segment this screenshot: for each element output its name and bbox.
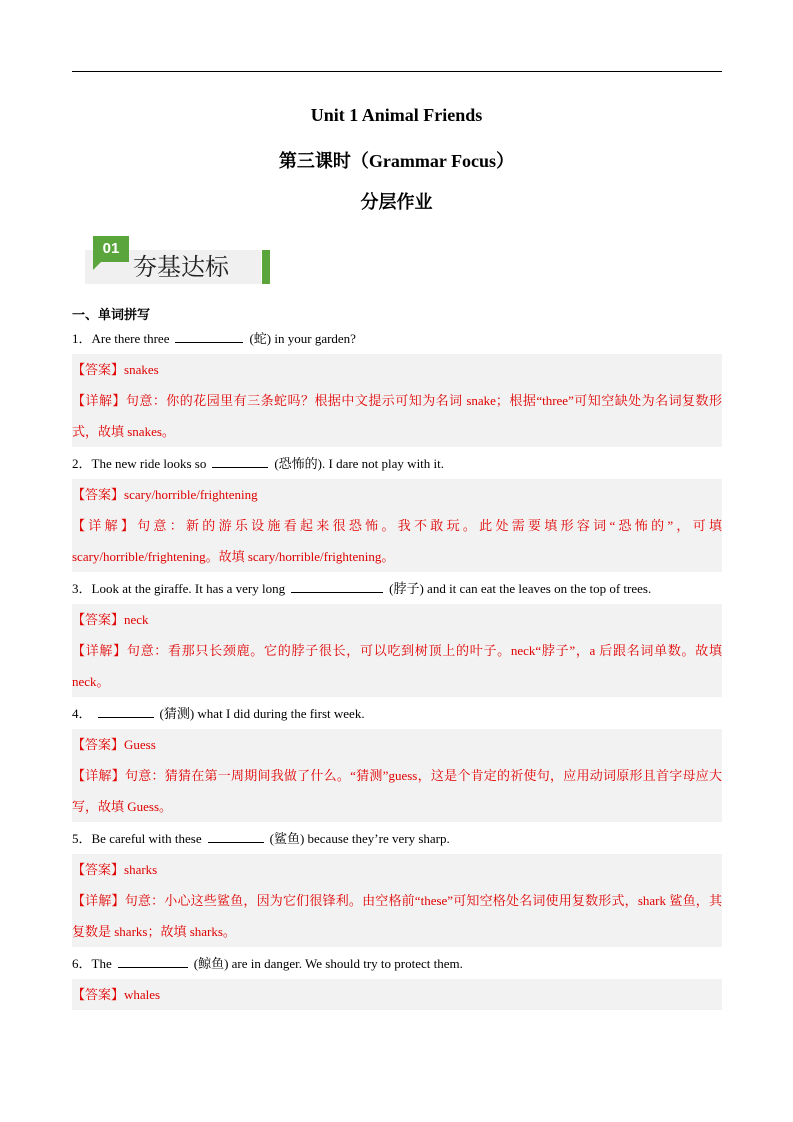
answer-detail: 【详解】句意：你的花园里有三条蛇吗？根据中文提示可知为名词 snake；根据“three”可知空缺处为名词复数形式，故填 snakes。 — [72, 393, 722, 439]
answer-line — [72, 361, 722, 379]
question-text-after: (鲸鱼) are in danger. We should try to protect them. — [193, 956, 463, 971]
question-text-before: Be careful with these — [91, 831, 202, 846]
question-text-before: Are there three — [91, 331, 170, 346]
answer-detail: 【详解】句意：新的游乐设施看起来很恐怖。我不敢玩。此处需要填形容词“恐怖的”，可填 scary/horrible/frightening。故填 scary/horrible/frightening。 — [72, 518, 722, 564]
answer-line — [72, 861, 722, 879]
question-number: 4． — [72, 706, 92, 721]
answer-value: snakes — [124, 362, 159, 377]
answer-blank — [98, 705, 154, 718]
page-title: Unit 1 Animal Friends — [310, 105, 483, 125]
question-text-before: The new ride looks so — [91, 456, 207, 471]
question-number: 1． — [72, 331, 92, 346]
question-text-after: (恐怖的). I dare not play with it. — [274, 456, 445, 471]
answer-value: neck — [124, 612, 149, 627]
answer-detail: 【详解】句意：猜猜在第一周期间我做了什么。“猜测”guess，这是个肯定的祈使句，应用动词原形且首字母应大写，故填 Guess。 — [72, 768, 722, 814]
question-text-after: (鲨鱼) because they’re very sharp. — [269, 831, 450, 846]
question-number: 6． — [72, 956, 92, 971]
answer-tag: 【答案】 — [72, 362, 125, 377]
answer-blank — [118, 955, 188, 968]
question-text-after: (猜测) what I did during the first week. — [159, 706, 365, 721]
answer-line — [72, 986, 722, 1004]
question-4 — [72, 705, 722, 723]
answer-blank — [175, 330, 243, 343]
question-2 — [72, 455, 722, 473]
answer-box-4 — [72, 729, 722, 822]
answer-value: whales — [124, 987, 161, 1002]
answer-blank — [291, 580, 383, 593]
question-number: 3． — [72, 581, 92, 596]
answer-blank — [212, 455, 268, 468]
header-rule — [72, 71, 722, 72]
answer-detail: 【详解】句意：小心这些鲨鱼，因为它们很锋利。由空格前“these”可知空格处名词使用复数形式，shark 鲨鱼，其复数是 sharks；故填 sharks。 — [72, 893, 722, 939]
answer-box-3 — [72, 604, 722, 697]
badge-accent-bar — [262, 250, 270, 284]
question-1 — [72, 330, 722, 348]
answer-line — [72, 736, 722, 754]
question-text-before: The — [91, 956, 112, 971]
answer-detail: 【详解】句意：看那只长颈鹿。它的脖子很长，可以吃到树顶上的叶子。neck“脖子”，a 后跟名词单数。故填 neck。 — [72, 643, 722, 689]
answer-tag: 【答案】 — [72, 737, 125, 752]
question-text-after: (蛇) in your garden? — [249, 331, 356, 346]
question-text-after: (脖子) and it can eat the leaves on the top of trees. — [389, 581, 652, 596]
answer-tag: 【答案】 — [72, 612, 125, 627]
answer-line — [72, 486, 722, 504]
badge-label: 夯基达标 — [133, 253, 229, 281]
badge-tail — [93, 262, 101, 270]
answer-tag: 【答案】 — [72, 987, 125, 1002]
answer-line — [72, 611, 722, 629]
question-5 — [72, 830, 722, 848]
answer-value: Guess — [124, 737, 156, 752]
lesson-subtitle: 第三课时（Grammar Focus） — [278, 151, 515, 171]
section-heading: 一、单词拼写 — [72, 308, 151, 323]
answer-box-2 — [72, 479, 722, 572]
answer-value: sharks — [124, 862, 158, 877]
answer-value: scary/horrible/frightening — [124, 487, 258, 502]
answer-box-1 — [72, 354, 722, 447]
question-number: 2． — [72, 456, 92, 471]
question-6 — [72, 955, 722, 973]
question-number: 5． — [72, 831, 92, 846]
answer-tag: 【答案】 — [72, 487, 125, 502]
question-3 — [72, 580, 722, 598]
answer-blank — [208, 830, 264, 843]
question-text-before: Look at the giraffe. It has a very long — [91, 581, 286, 596]
homework-label: 分层作业 — [360, 192, 433, 212]
answer-box-5 — [72, 854, 722, 947]
answer-tag: 【答案】 — [72, 862, 125, 877]
answer-box-6 — [72, 979, 722, 1010]
level-badge — [85, 232, 271, 286]
badge-number: 01 — [93, 236, 129, 262]
